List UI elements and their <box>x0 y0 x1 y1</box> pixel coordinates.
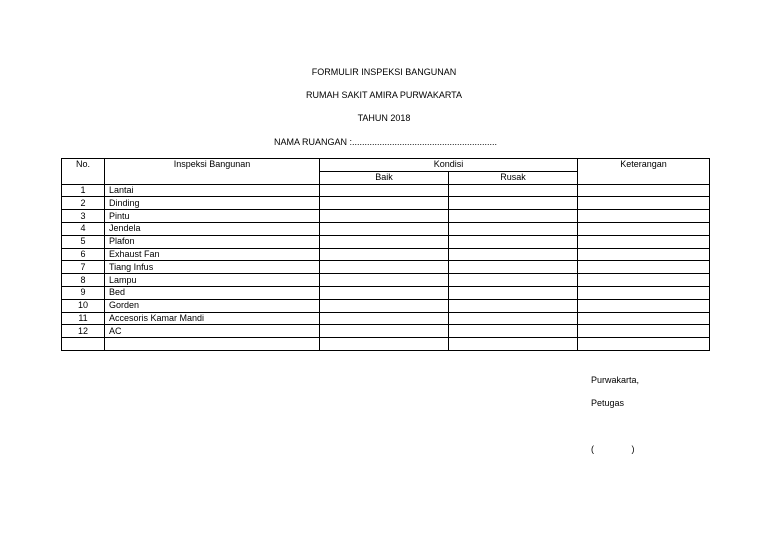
table-row <box>62 261 710 274</box>
row-baik-cell <box>320 325 449 338</box>
row-item: Dinding <box>105 197 320 210</box>
row-keterangan-cell <box>578 338 710 351</box>
row-baik-cell <box>320 210 449 223</box>
signature-line: ( ) <box>591 444 635 454</box>
header-inspeksi: Inspeksi Bangunan <box>105 159 320 185</box>
row-item <box>105 338 320 351</box>
row-item: Lampu <box>105 274 320 287</box>
row-no: 2 <box>62 197 105 210</box>
row-rusak-cell <box>449 248 578 261</box>
table-row <box>62 338 710 351</box>
row-rusak-cell <box>449 222 578 235</box>
row-baik-cell <box>320 274 449 287</box>
row-baik-cell <box>320 312 449 325</box>
footer-role: Petugas <box>591 398 625 408</box>
header-baik: Baik <box>320 171 449 184</box>
table-row <box>62 184 710 197</box>
table-row <box>62 274 710 287</box>
row-baik-cell <box>320 261 449 274</box>
row-no: 12 <box>62 325 105 338</box>
row-keterangan-cell <box>578 286 710 299</box>
row-keterangan-cell <box>578 235 710 248</box>
row-no: 11 <box>62 312 105 325</box>
row-keterangan-cell <box>578 197 710 210</box>
row-item: Jendela <box>105 222 320 235</box>
row-rusak-cell <box>449 325 578 338</box>
hospital-name: RUMAH SAKIT AMIRA PURWAKARTA <box>305 90 463 100</box>
row-item: Exhaust Fan <box>105 248 320 261</box>
row-baik-cell <box>320 184 449 197</box>
row-keterangan-cell <box>578 184 710 197</box>
row-item: Plafon <box>105 235 320 248</box>
row-rusak-cell <box>449 197 578 210</box>
row-no: 9 <box>62 286 105 299</box>
row-rusak-cell <box>449 235 578 248</box>
table-row <box>62 248 710 261</box>
row-no: 6 <box>62 248 105 261</box>
row-no: 1 <box>62 184 105 197</box>
footer-place: Purwakarta, <box>591 375 640 385</box>
header-keterangan: Keterangan <box>578 159 710 185</box>
row-no: 10 <box>62 299 105 312</box>
row-keterangan-cell <box>578 274 710 287</box>
row-baik-cell <box>320 338 449 351</box>
table-row <box>62 222 710 235</box>
table-row <box>62 235 710 248</box>
row-baik-cell <box>320 248 449 261</box>
row-baik-cell <box>320 235 449 248</box>
row-keterangan-cell <box>578 312 710 325</box>
row-item: Accesoris Kamar Mandi <box>105 312 320 325</box>
row-rusak-cell <box>449 338 578 351</box>
table-body <box>62 184 710 350</box>
row-rusak-cell <box>449 184 578 197</box>
room-name-field: NAMA RUANGAN :.......................................................... <box>274 137 498 147</box>
table-row <box>62 197 710 210</box>
row-item: Tiang Infus <box>105 261 320 274</box>
row-keterangan-cell <box>578 325 710 338</box>
header-no: No. <box>62 159 105 185</box>
row-rusak-cell <box>449 312 578 325</box>
row-rusak-cell <box>449 274 578 287</box>
row-baik-cell <box>320 299 449 312</box>
table-row <box>62 312 710 325</box>
row-keterangan-cell <box>578 210 710 223</box>
row-baik-cell <box>320 222 449 235</box>
row-keterangan-cell <box>578 261 710 274</box>
row-no: 7 <box>62 261 105 274</box>
row-item: Pintu <box>105 210 320 223</box>
row-no <box>62 338 105 351</box>
inspection-table <box>61 158 710 351</box>
table-row <box>62 299 710 312</box>
row-item: Gorden <box>105 299 320 312</box>
row-baik-cell <box>320 197 449 210</box>
header-rusak: Rusak <box>449 171 578 184</box>
row-item: Bed <box>105 286 320 299</box>
row-keterangan-cell <box>578 299 710 312</box>
row-no: 3 <box>62 210 105 223</box>
table-row <box>62 325 710 338</box>
row-rusak-cell <box>449 299 578 312</box>
row-no: 8 <box>62 274 105 287</box>
table-row <box>62 286 710 299</box>
row-no: 4 <box>62 222 105 235</box>
form-title: FORMULIR INSPEKSI BANGUNAN <box>311 67 457 77</box>
header-kondisi: Kondisi <box>320 159 578 172</box>
row-item: Lantai <box>105 184 320 197</box>
row-keterangan-cell <box>578 248 710 261</box>
row-item: AC <box>105 325 320 338</box>
row-rusak-cell <box>449 210 578 223</box>
form-year: TAHUN 2018 <box>357 113 411 123</box>
row-keterangan-cell <box>578 222 710 235</box>
table-row <box>62 210 710 223</box>
row-rusak-cell <box>449 261 578 274</box>
row-rusak-cell <box>449 286 578 299</box>
row-baik-cell <box>320 286 449 299</box>
row-no: 5 <box>62 235 105 248</box>
